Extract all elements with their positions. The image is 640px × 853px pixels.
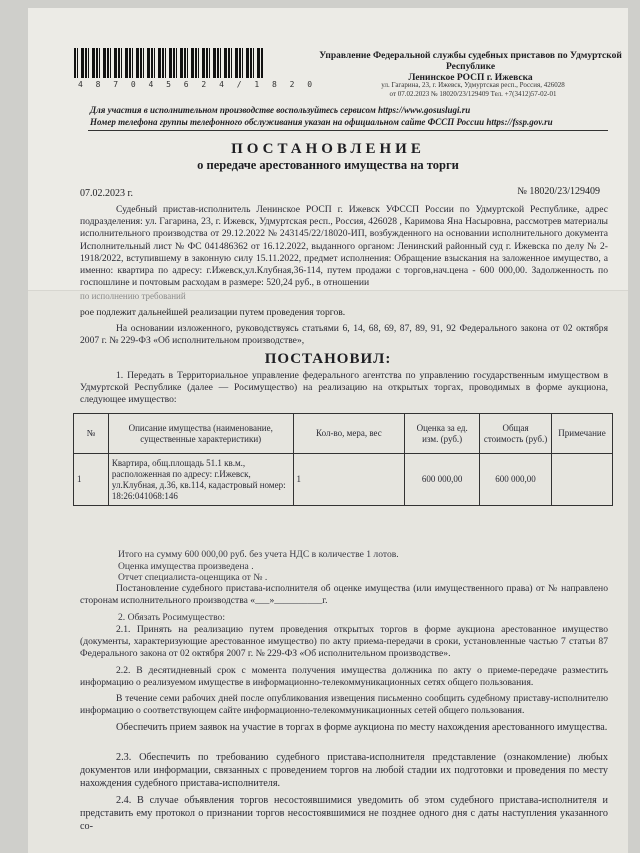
second-sheet xyxy=(28,290,628,853)
col-header-description: Описание имущества (наименование, существенные характеристики) xyxy=(108,414,293,454)
total-line: Итого на сумму 600 000,00 руб. без учета НДС в количестве 1 лотов. xyxy=(118,549,399,560)
assessment-line: Оценка имущества произведена . xyxy=(118,560,254,572)
property-table xyxy=(73,413,613,506)
col-header-number: № xyxy=(74,414,109,454)
document-title: ПОСТАНОВЛЕНИЕ xyxy=(231,141,425,157)
fssp-phone-line: Номер телефона группы телефонного обслуживания указан на официальном сайте ФССП России https://fssp.gov.ru xyxy=(90,117,553,127)
item-2-heading: 2. Обязать Росимущество: xyxy=(118,612,225,623)
continuation-line: рое подлежит дальнейшей реализации путем проведения торгов. xyxy=(80,307,346,318)
agency-header xyxy=(318,51,623,84)
col-header-total: Общая стоимость (руб.) xyxy=(480,414,552,454)
document-number: № 18020/23/129409 xyxy=(517,186,600,197)
decision-heading: ПОСТАНОВИЛ: xyxy=(264,351,392,367)
col-header-unit-value: Оценка за ед. изм. (руб.) xyxy=(405,414,480,454)
agency-line-3: Ленинское РОСП г. Ижевска xyxy=(408,73,533,83)
item-2-2-paragraph: 2.2. В десятидневный срок с момента получения имущества должника по акту о приеме-передаче разместить информацию о реализуемом имуществе в информационно-телекоммуникационных сетях общего пользования. xyxy=(80,665,608,689)
order-paragraph: Постановление судебного пристава-исполнителя об оценке имущества (или имущественного права) от № направлено сторонам исполнительного производства «___»__________г. xyxy=(80,583,608,607)
agency-address xyxy=(328,81,618,98)
document-subtitle: о передаче арестованного имущества на торги xyxy=(197,158,459,172)
cell-number: 1 xyxy=(74,454,109,506)
basis-paragraph: На основании изложенного, руководствуясь статьями 6, 14, 68, 69, 87, 89, 91, 92 Федерального закона от 02 октября 2007 г. № 229-ФЗ «Об исполнительном производстве», xyxy=(80,323,608,347)
cell-note xyxy=(552,454,613,506)
item-1-paragraph: 1. Передать в Территориальное управление федерального агентства по управлению государственным имуществом в Удмуртской Республике (далее — Росимущество) на реализацию на открытых торгах, проводимых в форме аукциона, следующее имущество: xyxy=(80,370,608,406)
document-page xyxy=(28,8,628,853)
notice-paragraph: В течение семи рабочих дней после опубликования извещения письменно сообщить судебному приставу-исполнителю информацию о соответствующем сайте информационно-телекоммуникационных сетей общего пользования. xyxy=(80,693,608,717)
document-date: 07.02.2023 г. xyxy=(80,188,133,199)
appraiser-line: Отчет специалиста-оценщика от № . xyxy=(118,572,268,583)
col-header-quantity: Кол-во, мера, вес xyxy=(293,414,405,454)
cell-quantity: 1 xyxy=(293,454,405,506)
clipped-line: по исполнению требований xyxy=(80,291,186,301)
cell-unit-value: 600 000,00 xyxy=(405,454,480,506)
intro-paragraph: Судебный пристав-исполнитель Ленинское РОСП г. Ижевск УФССП России по Удмуртской Республике, адрес подразделения: ул. Гагарина, 23, г. Ижевск, Удмуртская респ., Россия, 426028 , Каримова Яна Насыровна, рассмотрев материалы исполнительного производства от 29.12.2022 № 243145/22/18020-ИП, возбужденного на основании исполнительного документа Исполнительный лист № ФС 041486362 от 16.12.2022, выданного органом: Ленинский районный суд г. Ижевска по делу № 2-1918/2022, вступившему в законную силу 15.11.2022, предмет исполнения: Обращение взыскания на заложенное имущество, а именно: квартира по адресу: г.Ижевск,ул.Клубная,36-114, путем продажи с торгов,нач.цена - 600 000,00. Задолженность по госпошлине и почтовым расходам в размере: 520,24 руб., в отношении xyxy=(80,204,608,289)
item-2-1-paragraph: 2.1. Принять на реализацию путем проведения открытых торгов в форме аукциона арестованное имущество (документы, характеризующие арестованное имущество) по акту приема-передачи в сроки, установленные частью 7 статьи 87 Федерального закона от 02 октября 2007 г. № 229-ФЗ «Об исполнительном производстве». xyxy=(80,624,608,660)
barcode-number: 4 8 7 0 4 5 6 2 4 / 1 8 2 0 xyxy=(78,80,317,89)
cell-description: Квартира, общ.площадь 51.1 кв.м., расположенная по адресу: г.Ижевск, ул.Клубная, д.36, кв.114, кадастровый номер: 18:26:041068:146 xyxy=(108,454,293,506)
col-header-note: Примечание xyxy=(552,414,613,454)
gosuslugi-service-line: Для участия в исполнительном производстве воспользуйтесь сервисом https://www.gosuslugi.ru xyxy=(90,105,471,115)
cell-total: 600 000,00 xyxy=(480,454,552,506)
table-row xyxy=(74,454,613,506)
item-2-3-paragraph: 2.3. Обеспечить по требованию судебного пристава-исполнителя представление (ознакомление) любых документов или информации, связанных с проведением торгов на любой стадии их подготовки и проведения по месту нахождения судебного пристава-исполнителя. xyxy=(80,752,608,789)
address-line-1: ул. Гагарина, 23, г. Ижевск, Удмуртская респ., Россия, 426028 xyxy=(381,81,565,89)
barcode xyxy=(74,48,264,78)
accept-paragraph: Обеспечить прием заявок на участие в торгах в форме аукциона по месту нахождения арестованного имущества. xyxy=(116,722,608,733)
address-line-2: от 07.02.2023 № 18020/23/129409 Тел. +7(3412)57-02-01 xyxy=(389,89,557,98)
table-header-row xyxy=(74,414,613,454)
agency-line-2: Республике xyxy=(445,62,496,72)
summary-block xyxy=(118,549,618,584)
agency-line-1: Управление Федеральной службы судебных приставов по Удмуртской xyxy=(319,51,622,61)
header-divider xyxy=(88,130,608,131)
item-2-4-paragraph: 2.4. В случае объявления торгов несостоявшимися уведомить об этом судебного пристава-исполнителя и представить ему протокол о признании торгов несостоявшимися не позднее одного дня с даты наступления указанного со- xyxy=(80,795,608,832)
